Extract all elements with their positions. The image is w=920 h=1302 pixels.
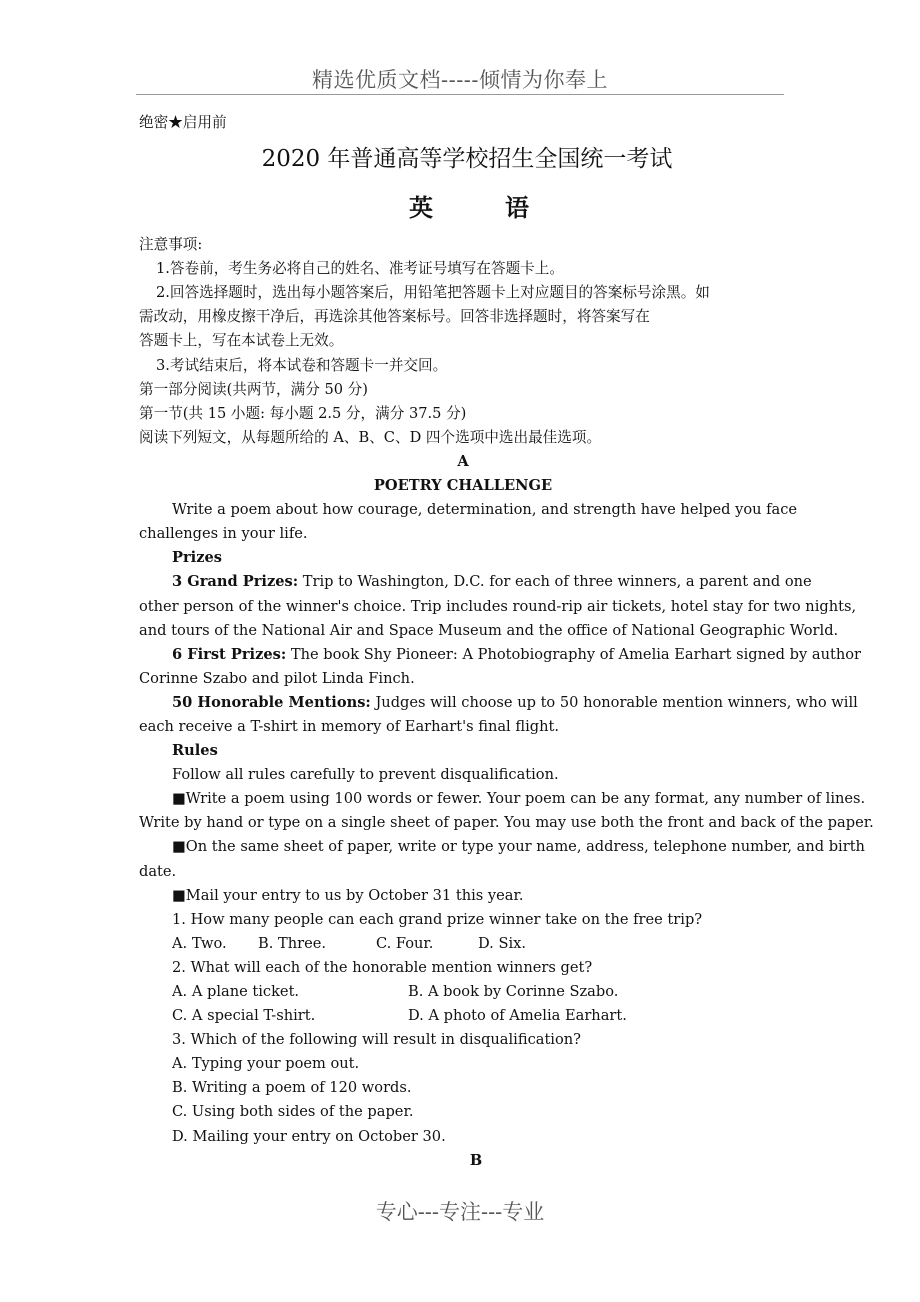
rule-1-line-2: Write by hand or type on a single sheet of paper. You may use both the front and back of the paper. — [139, 814, 874, 832]
note-2-line-2: 需改动，用橡皮擦干净后，再选涂其他答案标号。回答非选择题时，将答案写在 — [139, 308, 650, 326]
page-header: 精选优质文档-----倾情为你奉上 — [312, 68, 608, 92]
q2-option-c: C. A special T-shirt. — [172, 1007, 316, 1025]
rule-3: ■Mail your entry to us by October 31 this year. — [172, 886, 524, 904]
q3-option-b: B. Writing a poem of 120 words. — [172, 1079, 412, 1097]
exam-title: 2020 年普通高等学校招生全国统一考试 — [261, 146, 673, 173]
first-prizes-line-1 — [139, 643, 862, 667]
rule-2-line-1: ■On the same sheet of paper, write or type your name, address, telephone number, and birth — [172, 838, 865, 856]
part-one-heading: 第一部分阅读(共两节，满分 50 分) — [139, 380, 368, 398]
question-2-options-row-2 — [139, 1004, 787, 1028]
honorable-mentions-text: Judges will choose up to 50 honorable mention winners, who will — [370, 693, 858, 711]
subject-char-2: 语 — [505, 193, 529, 223]
passage-a-title: POETRY CHALLENGE — [373, 477, 553, 495]
secret-label: 绝密★启用前 — [139, 114, 227, 131]
first-prizes-line-2: Corinne Szabo and pilot Linda Finch. — [139, 669, 415, 687]
rule-1-line-1: ■Write a poem using 100 words or fewer. Your poem can be any format, any number of lines. — [172, 790, 866, 808]
exam-content — [139, 111, 874, 1173]
grand-prizes-label: 3 Grand Prizes: — [172, 573, 299, 591]
note-2-line-1: 2.回答选择题时，选出每小题答案后，用铅笔把答题卡上对应题目的答案标号涂黑。如 — [156, 284, 710, 302]
question-3: 3. Which of the following will result in disqualification? — [172, 1031, 581, 1049]
passage-intro-line-2: challenges in your life. — [139, 525, 308, 543]
note-2-line-3: 答题卡上，写在本试卷上无效。 — [139, 332, 344, 350]
q3-option-d: D. Mailing your entry on October 30. — [172, 1127, 446, 1145]
rules-intro: Follow all rules carefully to prevent disqualification. — [172, 766, 559, 784]
header-divider — [136, 94, 784, 95]
first-prizes-label: 6 First Prizes: — [172, 645, 287, 663]
rule-2-line-2: date. — [139, 862, 177, 880]
honorable-mentions-line-1 — [139, 691, 858, 715]
grand-prizes-text: Trip to Washington, D.C. for each of three winners, a parent and one — [298, 573, 812, 591]
note-1: 1.答卷前，考生务必将自己的姓名、准考证号填写在答题卡上。 — [156, 260, 564, 278]
q1-option-b: B. Three. — [258, 934, 327, 952]
note-3: 3.考试结束后，将本试卷和答题卡一并交回。 — [156, 356, 448, 374]
q2-option-a: A. A plane ticket. — [172, 983, 300, 1000]
q3-option-a: A. Typing your poem out. — [172, 1055, 360, 1073]
q1-option-d: D. Six. — [478, 934, 526, 952]
reading-instruction: 阅读下列短文，从每题所给的 A、B、C、D 四个选项中选出最佳选项。 — [139, 428, 602, 446]
grand-prizes-line-3: and tours of the National Air and Space Museum and the office of National Geographic World. — [139, 621, 839, 639]
q2-option-d: D. A photo of Amelia Earhart. — [408, 1007, 627, 1025]
notes-heading: 注意事项: — [139, 236, 203, 254]
first-prizes-text: The book Shy Pioneer: A Photobiography of Amelia Earhart signed by author — [286, 645, 862, 663]
question-2-options-row-1 — [139, 980, 787, 1004]
question-2: 2. What will each of the honorable mention winners get? — [172, 958, 593, 976]
q1-option-c: C. Four. — [376, 934, 434, 952]
q2-option-b: B. A book by Corinne Szabo. — [408, 983, 619, 1000]
honorable-mentions-line-2: each receive a T-shirt in memory of Earhart's final flight. — [139, 717, 560, 735]
subject-title — [139, 183, 787, 233]
passage-b-label: B — [469, 1151, 483, 1169]
grand-prizes-line-2: other person of the winner's choice. Trip includes round-rip air tickets, hotel stay for two nights, — [139, 597, 857, 615]
section-one-heading: 第一节(共 15 小题: 每小题 2.5 分，满分 37.5 分) — [139, 404, 467, 422]
subject-char-1: 英 — [409, 193, 433, 223]
rules-heading: Rules — [172, 742, 218, 760]
prizes-heading: Prizes — [172, 549, 222, 567]
honorable-mentions-label: 50 Honorable Mentions: — [172, 693, 371, 711]
passage-intro-line-1: Write a poem about how courage, determination, and strength have helped you face — [172, 501, 798, 519]
question-1: 1. How many people can each grand prize winner take on the free trip? — [172, 910, 703, 928]
grand-prizes-line-1 — [139, 570, 812, 594]
question-1-options — [139, 932, 787, 956]
passage-a-label: A — [457, 452, 469, 470]
q3-option-c: C. Using both sides of the paper. — [172, 1103, 414, 1121]
q1-option-a: A. Two. — [172, 934, 227, 952]
page-footer: 专心---专注---专业 — [375, 1200, 545, 1224]
